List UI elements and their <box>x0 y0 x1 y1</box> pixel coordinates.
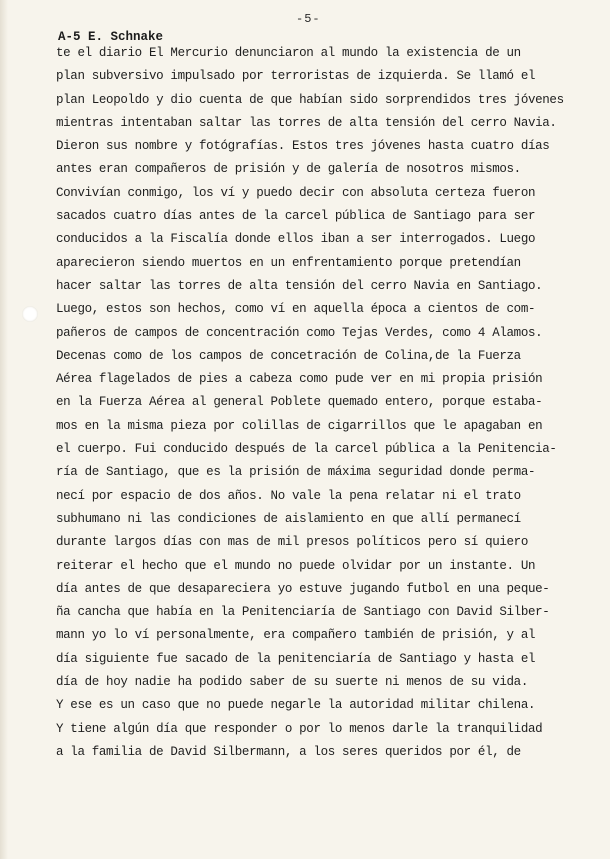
text-line: el cuerpo. Fui conducido después de la carcel pública a la Penitencia- <box>56 442 557 457</box>
page-number: -5- <box>296 12 321 26</box>
text-line: antes eran compañeros de prisión y de galería de nosotros mismos. <box>56 162 521 177</box>
text-line: hacer saltar las torres de alta tensión del cerro Navia en Santiago. <box>56 278 543 293</box>
text-line: plan Leopoldo y dio cuenta de que habían sido sorprendidos tres jóvenes <box>56 92 564 107</box>
text-line: día antes de que desapareciera yo estuve jugando futbol en una peque- <box>56 581 550 596</box>
text-line: a la familia de David Silbermann, a los seres queridos por él, de <box>56 744 521 759</box>
text-line: Y tiene algún día que responder o por lo menos darle la tranquilidad <box>56 721 543 736</box>
document-header: A-5 E. Schnake <box>58 30 164 44</box>
text-line: aparecieron siendo muertos en un enfrentamiento porque pretendían <box>56 255 521 270</box>
text-line: mann yo lo ví personalmente, era compañero también de prisión, y al <box>56 628 536 643</box>
text-line: día de hoy nadie ha podido saber de su suerte ni menos de su vida. <box>56 675 528 690</box>
text-line: Decenas como de los campos de concetración de Colina,de la Fuerza <box>56 348 521 363</box>
text-line: necí por espacio de dos años. No vale la pena relatar ni el trato <box>56 488 521 503</box>
text-line: día siguiente fue sacado de la penitenciaría de Santiago y hasta el <box>56 651 536 666</box>
text-line: Aérea flagelados de pies a cabeza como pude ver en mi propia prisión <box>56 372 543 387</box>
text-line: sacados cuatro días antes de la carcel pública de Santiago para ser <box>56 209 536 224</box>
page-edge-shadow <box>0 0 8 859</box>
text-line: Convivían conmigo, los ví y puedo decir con absoluta certeza fueron <box>56 185 536 200</box>
text-line: te el diario El Mercurio denunciaron al mundo la existencia de un <box>56 46 521 60</box>
punch-hole <box>22 306 38 322</box>
text-line: conducidos a la Fiscalía donde ellos iban a ser interrogados. Luego <box>56 232 536 247</box>
text-line: Y ese es un caso que no puede negarle la autoridad militar chilena. <box>56 698 536 713</box>
text-line: Luego, estos son hechos, como ví en aquella época a cientos de com- <box>56 302 536 317</box>
text-line: durante largos días con mas de mil presos políticos pero sí quiero <box>56 535 528 550</box>
text-line: ña cancha que había en la Penitenciaría de Santiago con David Silber- <box>56 605 550 620</box>
text-line: en la Fuerza Aérea al general Poblete quemado entero, porque estaba- <box>56 395 543 410</box>
typed-text-body <box>56 42 596 764</box>
text-line: pañeros de campos de concentración como Tejas Verdes, como 4 Alamos. <box>56 325 543 340</box>
text-line: reiterar el hecho que el mundo no puede olvidar por un instante. Un <box>56 558 536 573</box>
text-line: plan subversivo impulsado por terroristas de izquierda. Se llamó el <box>56 69 536 84</box>
text-line: ría de Santiago, que es la prisión de máxima seguridad donde perma- <box>56 465 536 480</box>
text-line: Dieron sus nombre y fotógrafías. Estos tres jóvenes hasta cuatro días <box>56 139 550 154</box>
text-line: subhumano ni las condiciones de aislamiento en que allí permanecí <box>56 511 521 526</box>
text-line: mientras intentaban saltar las torres de alta tensión del cerro Navia. <box>56 115 557 130</box>
text-line: mos en la misma pieza por colillas de cigarrillos que le apagaban en <box>56 418 543 433</box>
